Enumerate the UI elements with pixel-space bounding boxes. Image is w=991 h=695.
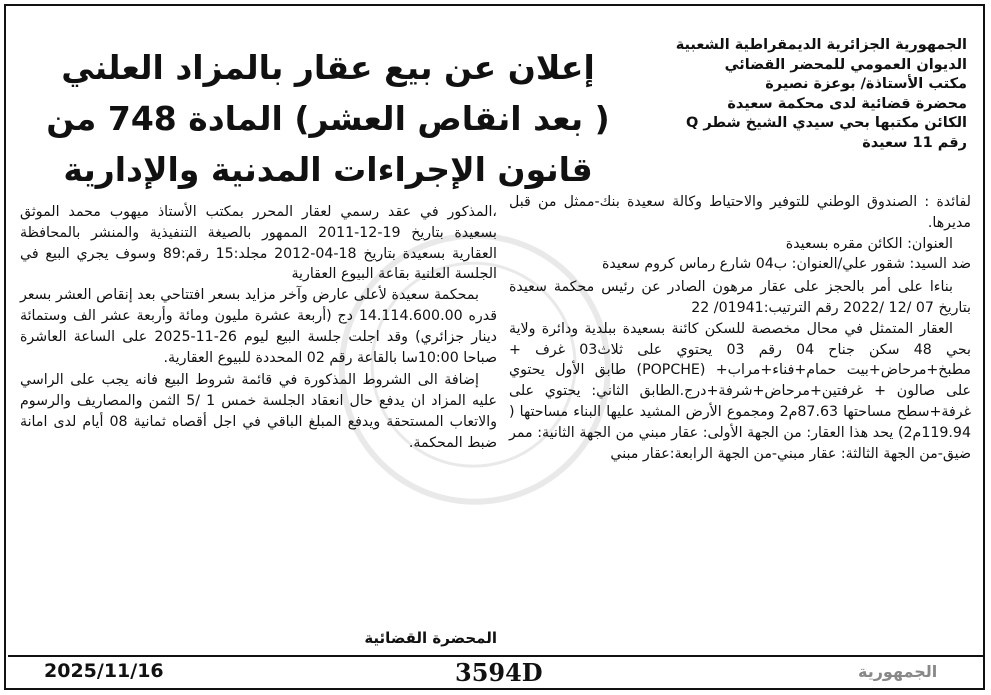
publication-date: 2025/11/16 [44, 660, 164, 682]
reference-number: 3594D [455, 658, 543, 687]
announcement-title [38, 42, 618, 195]
bailiff-signature: المحضرة القضائية [364, 629, 497, 647]
issuer-line: الديوان العمومي للمحضر القضائي [724, 56, 967, 73]
right-column [509, 192, 971, 464]
left-column [20, 202, 497, 454]
issuer-header [637, 36, 967, 153]
sale-price-paragraph: بمحكمة سعيدة لأعلى عارض وآخر مزايد بسعر افتتاحي بعد إنقاص العشر بسعر قدره 14.114.600.00 دج (أربعة عشرة مليون ومائة وأربعة عشر الف وستمائة دينار جزائري) وقد اجلت جلسة البيع ليوم 26-11-2025 على الساعة العاشرة صباحا 10:00سا بالقاعة رقم 02 المحددة للبيوع العقارية. [20, 287, 497, 366]
seizure-order-paragraph: بناءا على أمر بالحجز على عقار مرهون الصادر عن رئيس محكمة سعيدة بتاريخ 07 /12 /2022 رقم الترتيب:01941/ 22 [509, 279, 971, 316]
title-line: قانون الإجراءات المدنية والإدارية [63, 150, 593, 189]
issuer-line: الكائن مكتبها بحي سيدي الشيخ شطر Q [685, 115, 967, 131]
issuer-line: مكتب الأستاذة/ بوعزة نصيرة [765, 76, 967, 92]
title-line: ( بعد انقاص العشر) المادة 748 من [46, 99, 610, 138]
defendant-paragraph: ضد السيد: شقور علي/العنوان: ب04 شارع رماس كروم سعيدة [601, 256, 971, 273]
beneficiary-address: العنوان: الكائن مقره بسعيدة [785, 235, 953, 252]
issuer-line: الجمهورية الجزائرية الديمقراطية الشعبية [675, 37, 967, 53]
issuer-line: رقم 11 سعيدة [862, 134, 967, 151]
newspaper-logo: الجمهورية [858, 662, 938, 681]
payment-terms-paragraph: إضافة الى الشروط المذكورة في قائمة شروط البيع فانه يجب على الراسي عليه المزاد ان يدفع حال انعقاد الجلسة خمس 1 /5 الثمن والمصاريف والرسوم والاتعاب المستحقة ويدفع المبلغ الباقي في اجل أقصاه ثمانية 08 أيام لدى امانة ضبط المحكمة. [20, 372, 498, 451]
property-description-paragraph: العقار المتمثل في محال مخصصة للسكن كائنة بسعيدة ببلدية ودائرة ولاية بحي 48 سكن جناح 04 رقم 03 يحتوي على ثلاث03 غرف + مطبخ+مرحاض+بيت حمام+فناء+مراب+ (POPCHE) طابق الأول يحتوي على صالون + غرفتين+مرحاض+شرفة+درج.الطابق الثاني: يحتوي على غرفة+سطح مساحتها 87.63م2 ومجموع الأرض المشيد عليها البناء مساحتها ( 119.94م2) يحد هذا العقار: من الجهة الأولى: عقار مبني من الجهة الثانية: ممر ضيق-من الجهة الثالثة: عقار مبني-من الجهة الرابعة:عقار مبني [509, 320, 971, 462]
deed-paragraph: ،المذكور في عقد رسمي لعقار المحرر بمكتب الأستاذ ميهوب محمد الموثق بسعيدة بتاريخ 19-12-2011 الممهور بالصيغة التنفيذية والمنشر بالمحافظة العقارية بسعيدة بتاريخ 18-04-2012 مجلد:15 رقم:89 وسوف يجري البيع في الجلسة العلنية بقاعة البيوع العقارية [20, 204, 497, 283]
beneficiary-paragraph: لفائدة : الصندوق الوطني للتوفير والاحتياط وكالة سعيدة بنك-ممثل من قبل مديرها. [509, 194, 971, 231]
title-line: إعلان عن بيع عقار بالمزاد العلني [61, 48, 595, 87]
footer-divider [8, 655, 983, 657]
issuer-line: محضرة قضائية لدى محكمة سعيدة [727, 95, 967, 112]
